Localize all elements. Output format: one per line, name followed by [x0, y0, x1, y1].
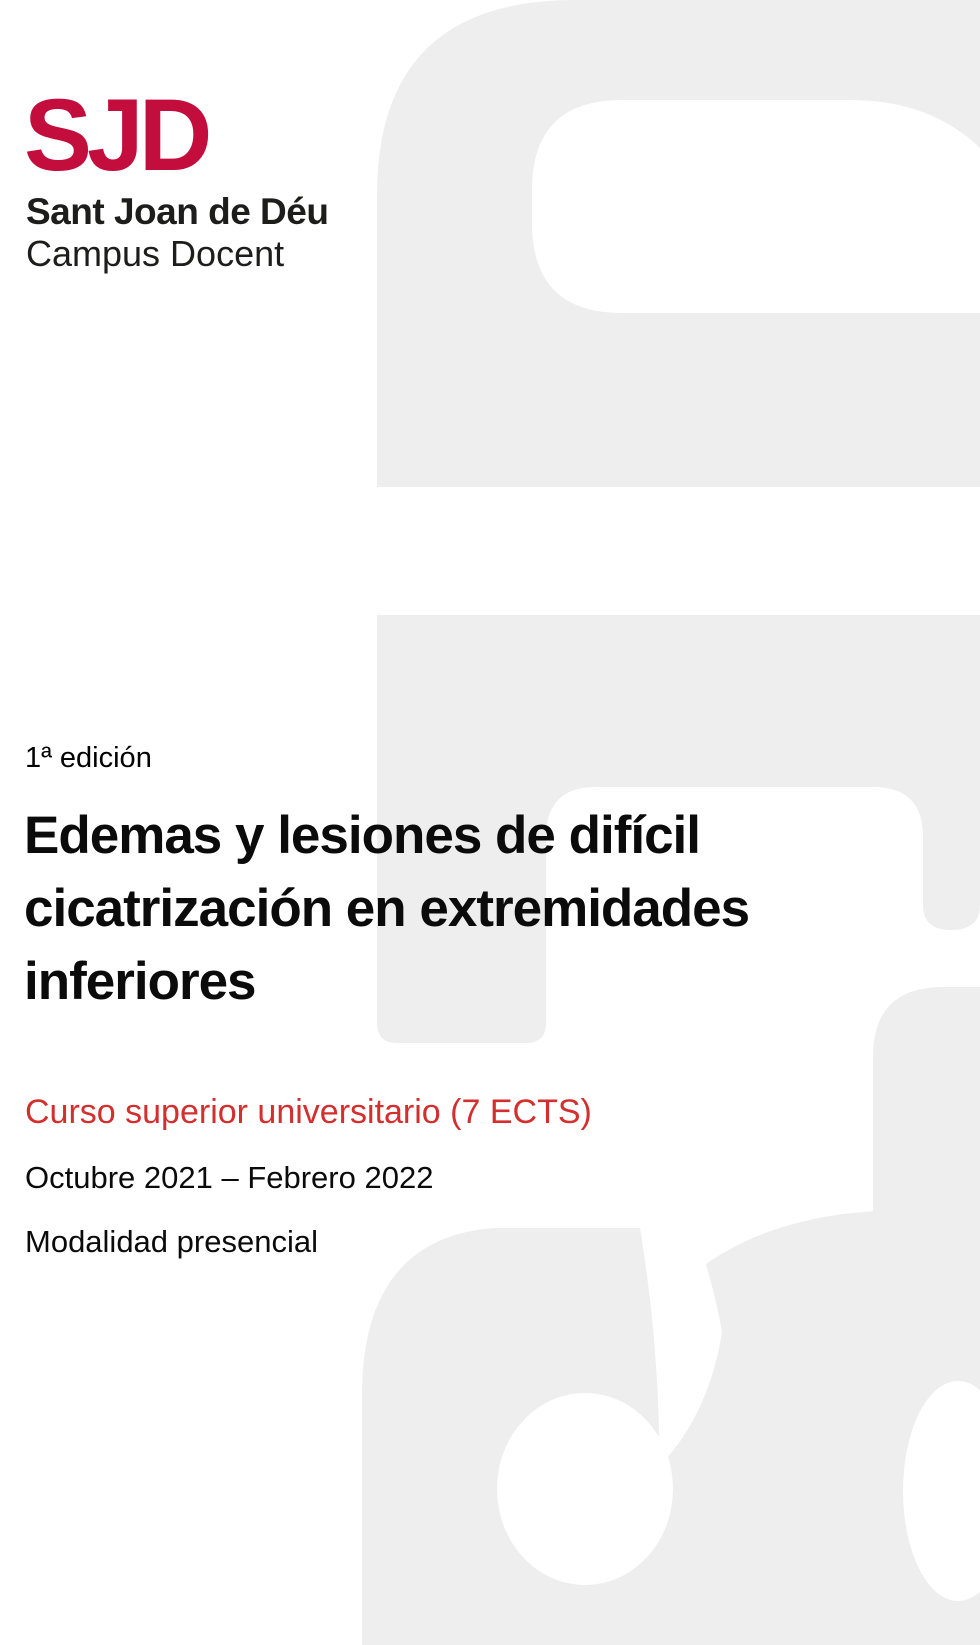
sjd-logo-acronym: SJD [24, 78, 208, 192]
course-title-line-1: Edemas y lesiones de difícil [24, 806, 701, 865]
sjd-logo-campus: Campus Docent [26, 233, 285, 274]
course-title [24, 799, 924, 1018]
edition-label: 1ª edición [25, 742, 152, 774]
course-dates: Octubre 2021 – Febrero 2022 [25, 1160, 434, 1195]
course-modality: Modalidad presencial [25, 1224, 318, 1259]
course-type-label: Curso superior universitario (7 ECTS) [25, 1093, 592, 1131]
sjd-logo-name: Sant Joan de Déu [26, 191, 329, 232]
course-title-line-2: cicatrización en extremidades [24, 879, 750, 938]
course-title-line-3: inferiores [24, 952, 256, 1011]
